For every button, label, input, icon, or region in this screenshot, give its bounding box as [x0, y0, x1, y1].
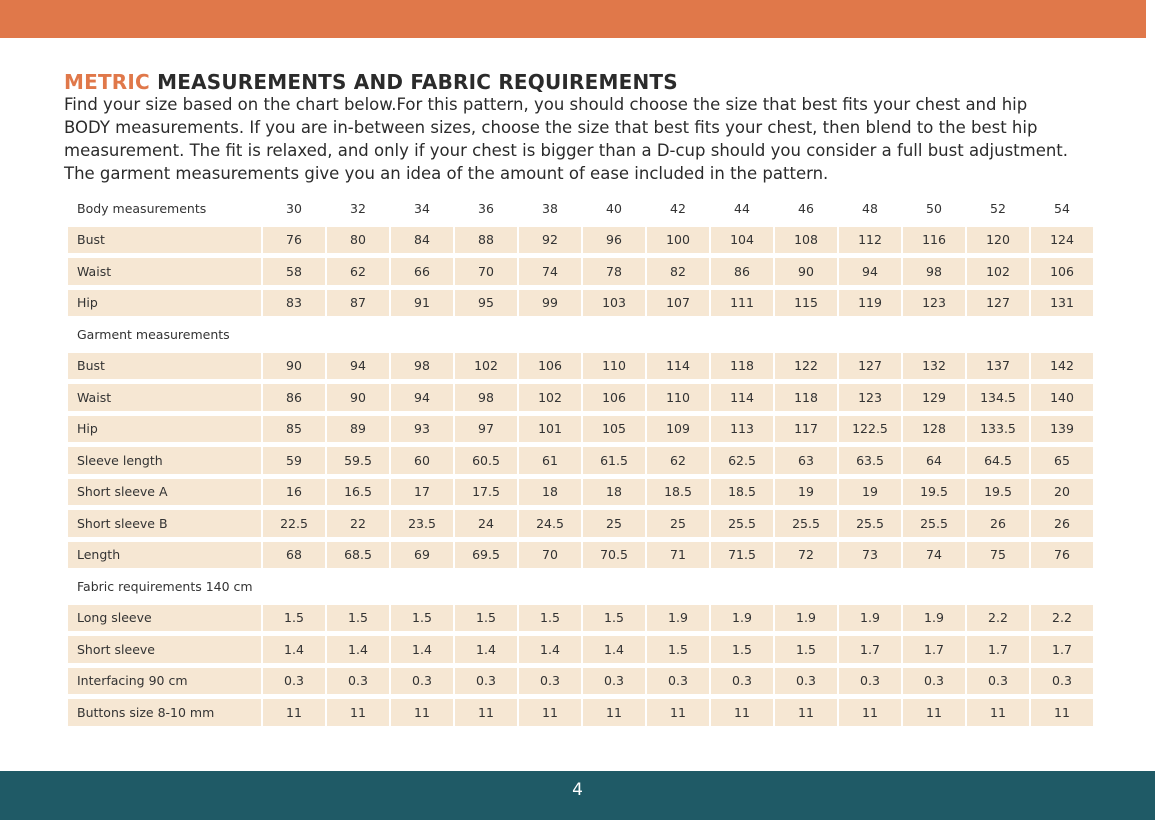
row-label: Short sleeve — [68, 636, 261, 663]
table-cell: 133.5 — [967, 416, 1029, 443]
table-cell: 19 — [775, 479, 837, 506]
table-cell: 98 — [903, 258, 965, 285]
table-cell: 0.3 — [455, 668, 517, 695]
row-label: Buttons size 8-10 mm — [68, 699, 261, 726]
table-cell: 18.5 — [711, 479, 773, 506]
table-cell: 91 — [391, 290, 453, 317]
table-cell: 123 — [903, 290, 965, 317]
empty-cell — [711, 321, 773, 348]
table-cell: 86 — [263, 384, 325, 411]
table-cell: 109 — [647, 416, 709, 443]
table-cell: 11 — [839, 699, 901, 726]
row-label: Hip — [68, 416, 261, 443]
table-cell: 90 — [775, 258, 837, 285]
table-cell: 1.5 — [391, 605, 453, 632]
table-cell: 68 — [263, 542, 325, 569]
table-cell: 85 — [263, 416, 325, 443]
table-cell: 90 — [263, 353, 325, 380]
table-cell: 0.3 — [519, 668, 581, 695]
intro-line: measurement. The fit is relaxed, and only if your chest is bigger than a D-cup should you consider a full bust adjustment. — [64, 141, 1069, 160]
table-cell: 2.2 — [1031, 605, 1093, 632]
table-cell: 122.5 — [839, 416, 901, 443]
empty-cell — [647, 321, 709, 348]
table-cell: 64 — [903, 447, 965, 474]
table-cell: 71 — [647, 542, 709, 569]
section-header: Body measurements — [77, 200, 207, 216]
table-cell: 94 — [391, 384, 453, 411]
top-accent-bar — [0, 0, 1146, 38]
table-cell: 26 — [967, 510, 1029, 537]
table-cell: 1.5 — [775, 636, 837, 663]
empty-cell — [647, 573, 709, 600]
empty-cell — [903, 321, 965, 348]
table-cell: 0.3 — [583, 668, 645, 695]
empty-cell — [519, 321, 581, 348]
empty-cell — [263, 573, 325, 600]
table-cell: 60 — [391, 447, 453, 474]
size-header: 44 — [734, 200, 750, 216]
table-cell: 68.5 — [327, 542, 389, 569]
table-cell: 98 — [455, 384, 517, 411]
size-header: 34 — [414, 200, 430, 216]
table-cell: 102 — [519, 384, 581, 411]
section-header: Fabric requirements 140 cm — [77, 578, 253, 594]
table-cell: 25 — [647, 510, 709, 537]
table-cell: 63 — [775, 447, 837, 474]
intro-paragraph — [64, 93, 1104, 185]
table-cell: 97 — [455, 416, 517, 443]
table-cell: 1.5 — [711, 636, 773, 663]
table-row — [68, 258, 1093, 285]
size-header: 30 — [286, 200, 302, 216]
table-cell: 2.2 — [967, 605, 1029, 632]
size-header: 40 — [606, 200, 622, 216]
intro-line: BODY measurements. If you are in-between sizes, choose the size that best fits your chest, then blend to the best hip — [64, 118, 1038, 137]
size-header: 52 — [990, 200, 1006, 216]
table-cell: 1.5 — [455, 605, 517, 632]
row-label: Short sleeve B — [68, 510, 261, 537]
table-cell: 70 — [455, 258, 517, 285]
table-cell: 70.5 — [583, 542, 645, 569]
table-cell: 17 — [391, 479, 453, 506]
table-cell: 62.5 — [711, 447, 773, 474]
table-cell: 24.5 — [519, 510, 581, 537]
table-cell: 83 — [263, 290, 325, 317]
table-cell: 1.4 — [327, 636, 389, 663]
page-title — [64, 70, 678, 94]
table-cell: 1.4 — [391, 636, 453, 663]
table-cell: 123 — [839, 384, 901, 411]
table-cell: 26 — [1031, 510, 1093, 537]
table-cell: 11 — [455, 699, 517, 726]
table-cell: 20 — [1031, 479, 1093, 506]
table-cell: 111 — [711, 290, 773, 317]
empty-cell — [327, 573, 389, 600]
table-cell: 11 — [1031, 699, 1093, 726]
table-cell: 107 — [647, 290, 709, 317]
table-cell: 106 — [1031, 258, 1093, 285]
table-row — [68, 447, 1093, 474]
table-cell: 25.5 — [711, 510, 773, 537]
size-header: 48 — [862, 200, 878, 216]
table-cell: 11 — [391, 699, 453, 726]
table-cell: 23.5 — [391, 510, 453, 537]
table-cell: 80 — [327, 227, 389, 254]
table-cell: 1.4 — [263, 636, 325, 663]
size-chart-body — [68, 195, 1093, 726]
table-cell: 70 — [519, 542, 581, 569]
table-cell: 62 — [327, 258, 389, 285]
row-label: Interfacing 90 cm — [68, 668, 261, 695]
table-cell: 1.9 — [711, 605, 773, 632]
empty-cell — [1031, 573, 1093, 600]
table-cell: 22.5 — [263, 510, 325, 537]
table-cell: 17.5 — [455, 479, 517, 506]
table-cell: 106 — [519, 353, 581, 380]
empty-cell — [455, 321, 517, 348]
table-cell: 25.5 — [903, 510, 965, 537]
size-header: 36 — [478, 200, 494, 216]
table-cell: 140 — [1031, 384, 1093, 411]
table-cell: 108 — [775, 227, 837, 254]
table-cell: 61 — [519, 447, 581, 474]
intro-line: Find your size based on the chart below.For this pattern, you should choose the size that best fits your chest and hip — [64, 95, 1028, 114]
table-cell: 76 — [1031, 542, 1093, 569]
table-row — [68, 668, 1093, 695]
table-row — [68, 510, 1093, 537]
table-cell: 95 — [455, 290, 517, 317]
row-label: Short sleeve A — [68, 479, 261, 506]
size-chart-table — [66, 190, 1095, 731]
table-cell: 25.5 — [775, 510, 837, 537]
table-cell: 0.3 — [391, 668, 453, 695]
table-cell: 93 — [391, 416, 453, 443]
table-cell: 96 — [583, 227, 645, 254]
table-cell: 98 — [391, 353, 453, 380]
table-cell: 0.3 — [1031, 668, 1093, 695]
table-cell: 1.9 — [839, 605, 901, 632]
table-cell: 103 — [583, 290, 645, 317]
table-cell: 100 — [647, 227, 709, 254]
table-cell: 118 — [775, 384, 837, 411]
table-cell: 11 — [263, 699, 325, 726]
table-cell: 128 — [903, 416, 965, 443]
table-row — [68, 227, 1093, 254]
table-cell: 90 — [327, 384, 389, 411]
table-cell: 1.7 — [967, 636, 1029, 663]
table-cell: 76 — [263, 227, 325, 254]
table-cell: 1.4 — [455, 636, 517, 663]
table-cell: 134.5 — [967, 384, 1029, 411]
empty-cell — [903, 573, 965, 600]
table-cell: 89 — [327, 416, 389, 443]
table-cell: 114 — [647, 353, 709, 380]
size-header: 32 — [350, 200, 366, 216]
table-cell: 18 — [583, 479, 645, 506]
table-cell: 18 — [519, 479, 581, 506]
table-cell: 124 — [1031, 227, 1093, 254]
table-cell: 69.5 — [455, 542, 517, 569]
table-row — [68, 699, 1093, 726]
table-cell: 65 — [1031, 447, 1093, 474]
table-cell: 60.5 — [455, 447, 517, 474]
table-cell: 78 — [583, 258, 645, 285]
table-cell: 74 — [903, 542, 965, 569]
table-cell: 11 — [711, 699, 773, 726]
table-cell: 113 — [711, 416, 773, 443]
table-cell: 11 — [967, 699, 1029, 726]
row-label: Waist — [68, 258, 261, 285]
table-cell: 82 — [647, 258, 709, 285]
table-cell: 74 — [519, 258, 581, 285]
table-cell: 115 — [775, 290, 837, 317]
table-row — [68, 290, 1093, 317]
table-cell: 84 — [391, 227, 453, 254]
table-cell: 86 — [711, 258, 773, 285]
table-cell: 1.7 — [903, 636, 965, 663]
table-row — [68, 636, 1093, 663]
table-cell: 94 — [839, 258, 901, 285]
table-cell: 132 — [903, 353, 965, 380]
empty-cell — [263, 321, 325, 348]
table-cell: 62 — [647, 447, 709, 474]
table-cell: 59 — [263, 447, 325, 474]
table-cell: 73 — [839, 542, 901, 569]
section-header: Garment measurements — [77, 326, 230, 342]
table-cell: 116 — [903, 227, 965, 254]
table-cell: 1.5 — [583, 605, 645, 632]
table-cell: 66 — [391, 258, 453, 285]
intro-line: The garment measurements give you an idea of the amount of ease included in the pattern. — [64, 164, 829, 183]
table-cell: 104 — [711, 227, 773, 254]
empty-cell — [967, 321, 1029, 348]
table-cell: 117 — [775, 416, 837, 443]
table-cell: 1.5 — [519, 605, 581, 632]
empty-cell — [583, 573, 645, 600]
empty-cell — [583, 321, 645, 348]
table-cell: 1.5 — [647, 636, 709, 663]
table-cell: 11 — [583, 699, 645, 726]
size-header: 38 — [542, 200, 558, 216]
table-cell: 114 — [711, 384, 773, 411]
table-row — [68, 384, 1093, 411]
empty-cell — [839, 321, 901, 348]
title-accent: METRIC — [64, 70, 150, 94]
table-cell: 102 — [455, 353, 517, 380]
table-cell: 1.9 — [903, 605, 965, 632]
table-cell: 71.5 — [711, 542, 773, 569]
table-row — [68, 353, 1093, 380]
table-cell: 127 — [839, 353, 901, 380]
table-cell: 0.3 — [263, 668, 325, 695]
table-cell: 110 — [647, 384, 709, 411]
table-cell: 0.3 — [327, 668, 389, 695]
table-cell: 11 — [647, 699, 709, 726]
table-cell: 137 — [967, 353, 1029, 380]
table-row — [68, 416, 1093, 443]
empty-cell — [967, 573, 1029, 600]
table-cell: 1.7 — [1031, 636, 1093, 663]
empty-cell — [391, 573, 453, 600]
table-cell: 1.4 — [519, 636, 581, 663]
table-cell: 11 — [519, 699, 581, 726]
section-header-row — [68, 573, 1093, 600]
table-cell: 1.4 — [583, 636, 645, 663]
table-cell: 0.3 — [839, 668, 901, 695]
table-cell: 0.3 — [775, 668, 837, 695]
row-label: Sleeve length — [68, 447, 261, 474]
table-cell: 105 — [583, 416, 645, 443]
table-cell: 19.5 — [967, 479, 1029, 506]
table-cell: 16.5 — [327, 479, 389, 506]
table-cell: 87 — [327, 290, 389, 317]
size-header: 54 — [1054, 200, 1070, 216]
empty-cell — [327, 321, 389, 348]
table-cell: 88 — [455, 227, 517, 254]
table-cell: 59.5 — [327, 447, 389, 474]
table-cell: 1.7 — [839, 636, 901, 663]
table-cell: 118 — [711, 353, 773, 380]
table-cell: 64.5 — [967, 447, 1029, 474]
table-row — [68, 542, 1093, 569]
table-cell: 129 — [903, 384, 965, 411]
table-cell: 122 — [775, 353, 837, 380]
empty-cell — [839, 573, 901, 600]
row-label: Bust — [68, 353, 261, 380]
table-cell: 1.5 — [263, 605, 325, 632]
table-cell: 11 — [775, 699, 837, 726]
title-rest: MEASUREMENTS AND FABRIC REQUIREMENTS — [149, 70, 678, 94]
table-cell: 139 — [1031, 416, 1093, 443]
table-cell: 1.9 — [775, 605, 837, 632]
table-cell: 22 — [327, 510, 389, 537]
table-cell: 112 — [839, 227, 901, 254]
table-cell: 0.3 — [903, 668, 965, 695]
table-cell: 11 — [327, 699, 389, 726]
table-cell: 94 — [327, 353, 389, 380]
table-cell: 19 — [839, 479, 901, 506]
table-cell: 120 — [967, 227, 1029, 254]
empty-cell — [711, 573, 773, 600]
empty-cell — [775, 321, 837, 348]
section-header-row — [68, 321, 1093, 348]
table-cell: 69 — [391, 542, 453, 569]
table-cell: 75 — [967, 542, 1029, 569]
table-cell: 101 — [519, 416, 581, 443]
table-cell: 99 — [519, 290, 581, 317]
table-cell: 61.5 — [583, 447, 645, 474]
size-header: 50 — [926, 200, 942, 216]
table-cell: 18.5 — [647, 479, 709, 506]
table-cell: 131 — [1031, 290, 1093, 317]
table-cell: 110 — [583, 353, 645, 380]
table-cell: 142 — [1031, 353, 1093, 380]
empty-cell — [519, 573, 581, 600]
table-cell: 0.3 — [647, 668, 709, 695]
table-cell: 63.5 — [839, 447, 901, 474]
table-cell: 102 — [967, 258, 1029, 285]
empty-cell — [391, 321, 453, 348]
table-cell: 106 — [583, 384, 645, 411]
table-cell: 1.5 — [327, 605, 389, 632]
table-cell: 58 — [263, 258, 325, 285]
size-header: 46 — [798, 200, 814, 216]
row-label: Waist — [68, 384, 261, 411]
empty-cell — [455, 573, 517, 600]
table-cell: 0.3 — [711, 668, 773, 695]
table-cell: 25 — [583, 510, 645, 537]
row-label: Long sleeve — [68, 605, 261, 632]
table-row — [68, 479, 1093, 506]
table-cell: 72 — [775, 542, 837, 569]
table-cell: 25.5 — [839, 510, 901, 537]
table-cell: 92 — [519, 227, 581, 254]
table-cell: 127 — [967, 290, 1029, 317]
table-cell: 24 — [455, 510, 517, 537]
empty-cell — [1031, 321, 1093, 348]
table-cell: 0.3 — [967, 668, 1029, 695]
row-label: Hip — [68, 290, 261, 317]
page-number: 4 — [572, 780, 583, 800]
row-label: Length — [68, 542, 261, 569]
table-row — [68, 605, 1093, 632]
empty-cell — [775, 573, 837, 600]
table-cell: 11 — [903, 699, 965, 726]
table-cell: 16 — [263, 479, 325, 506]
size-header: 42 — [670, 200, 686, 216]
row-label: Bust — [68, 227, 261, 254]
section-header-row — [68, 195, 1093, 222]
table-cell: 19.5 — [903, 479, 965, 506]
table-cell: 119 — [839, 290, 901, 317]
table-cell: 1.9 — [647, 605, 709, 632]
